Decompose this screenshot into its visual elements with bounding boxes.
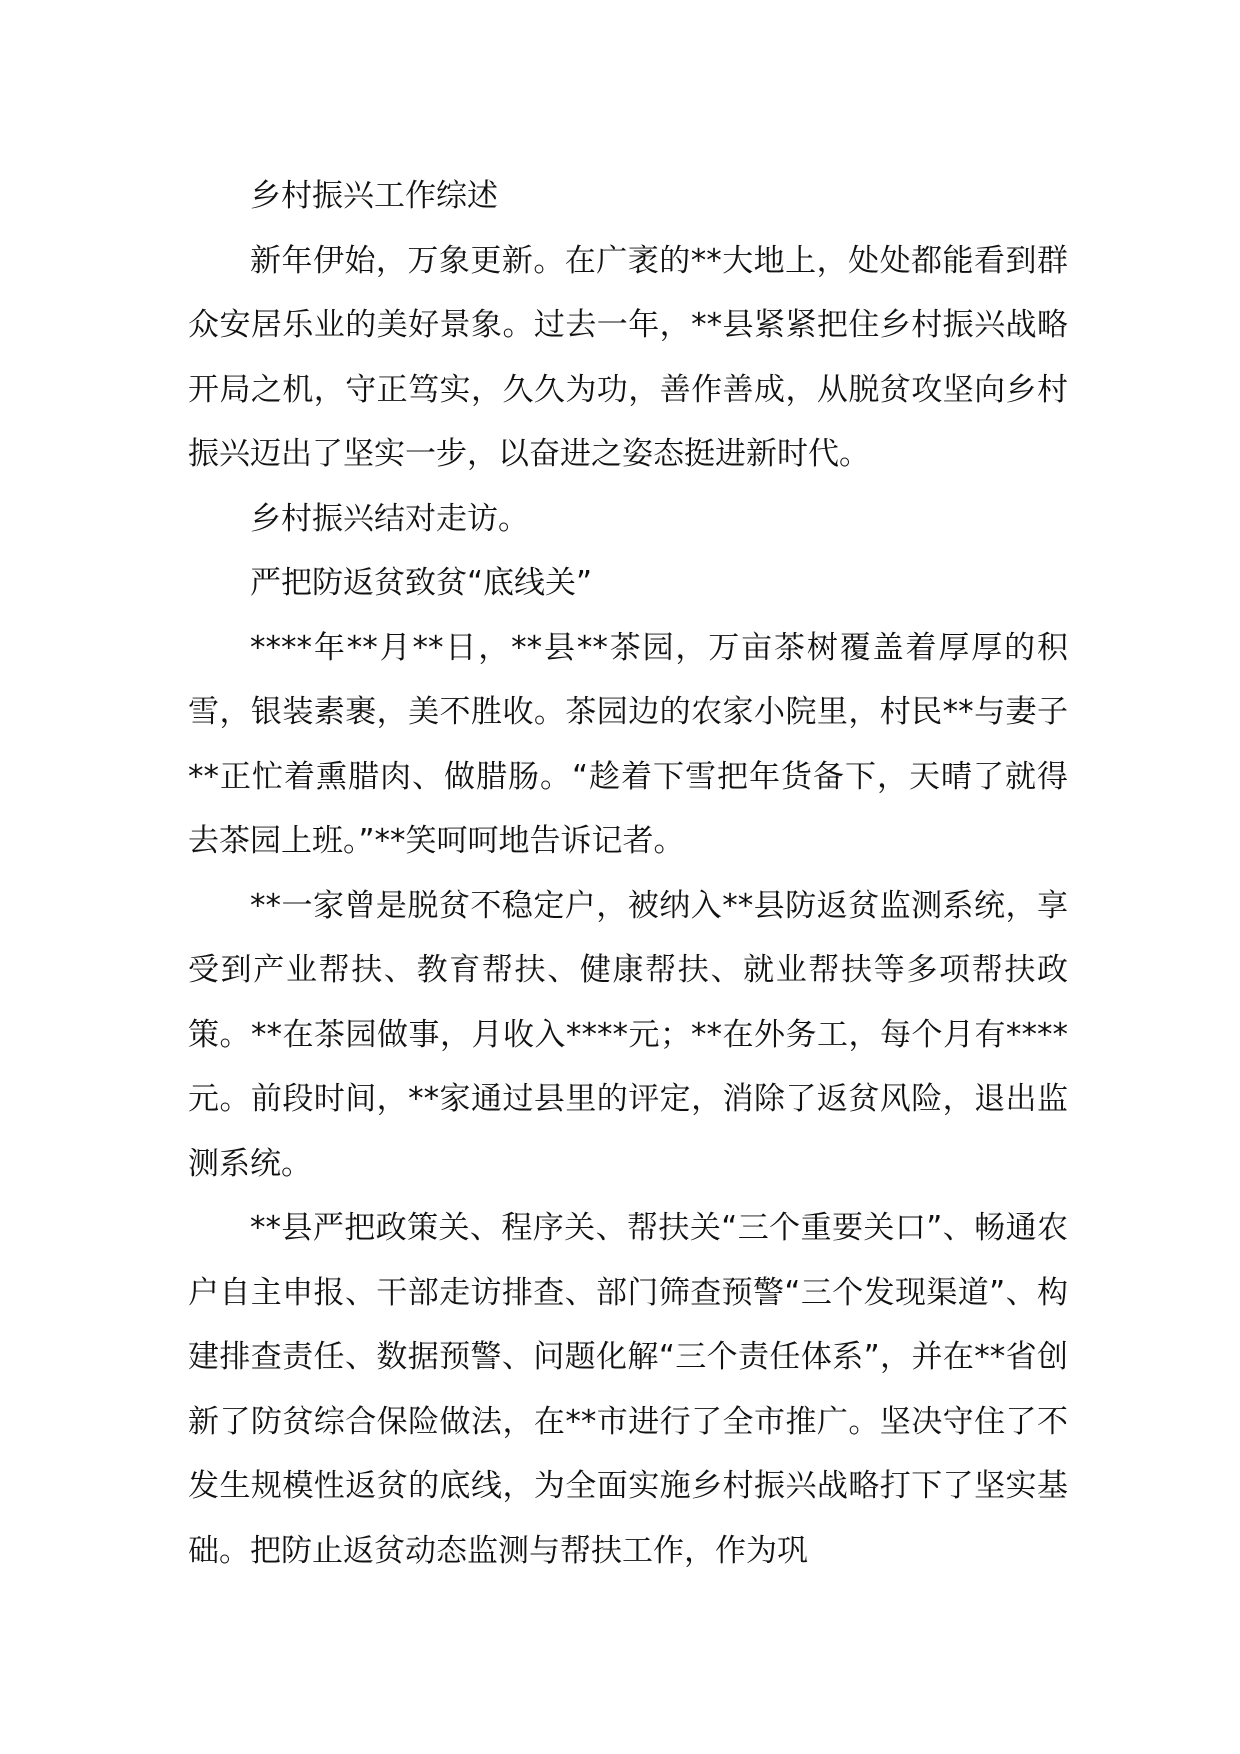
- document-title: 乡村振兴工作综述: [250, 178, 498, 214]
- paragraph-caption: 乡村振兴结对走访。: [250, 500, 529, 537]
- paragraph-intro: 新年伊始，万象更新。在广袤的**大地上，处处都能看到群众安居乐业的美好景象。过去一年，**县紧紧把住乡村振兴战略开局之机，守正笃实，久久为功，善作善成，从脱贫攻坚向乡村振兴迈出了坚实一步，以奋进之姿态挺进新时代。: [188, 242, 1068, 472]
- paragraph-household: **一家曾是脱贫不稳定户，被纳入**县防返贫监测系统，享受到产业帮扶、教育帮扶、健康帮扶、就业帮扶等多项帮扶政策。**在茶园做事，月收入****元；**在外务工，每个月有****元。前段时间，**家通过县里的评定，消除了返贫风险，退出监测系统。: [188, 887, 1068, 1182]
- paragraph-policy: **县严把政策关、程序关、帮扶关“三个重要关口”、畅通农户自主申报、干部走访排查、部门筛查预警“三个发现渠道”、构建排查责任、数据预警、问题化解“三个责任体系”，并在**省创新了防贫综合保险做法，在**市进行了全市推广。坚决守住了不发生规模性返贫的底线，为全面实施乡村振兴战略打下了坚实基础。把防止返贫动态监测与帮扶工作，作为巩: [188, 1210, 1068, 1569]
- section-heading: 严把防返贫致贫“底线关”: [250, 565, 593, 601]
- paragraph-tea-garden: ****年**月**日，**县**茶园，万亩茶树覆盖着厚厚的积雪，银装素裹，美不胜收。茶园边的农家小院里，村民**与妻子**正忙着熏腊肉、做腊肠。“趁着下雪把年货备下，天晴了就得去茶园上班。”**笑呵呵地告诉记者。: [188, 629, 1068, 859]
- document-body: [188, 164, 1068, 1583]
